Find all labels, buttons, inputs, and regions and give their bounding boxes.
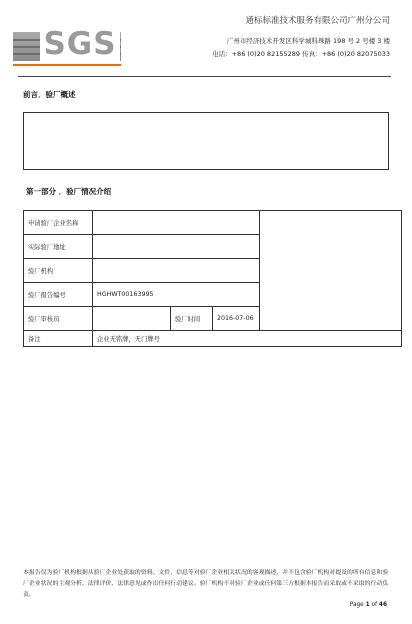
address-label: 实际验厂地址: [24, 235, 93, 259]
auditor-label: 验厂审核员: [24, 307, 93, 331]
address-value: [93, 235, 260, 259]
page-total: 46: [378, 602, 387, 608]
company-address: 广州市经济技术开发区科学城科珠路 198 号 2 号楼 3 楼: [226, 37, 390, 45]
time-value: 2016-07-06: [213, 307, 260, 331]
page-prefix: Page: [349, 602, 366, 608]
remark-label: 备注: [24, 331, 93, 347]
preface-box: [23, 112, 389, 170]
preface-title: 前言．验厂概述: [23, 90, 76, 99]
agency-value: [93, 259, 260, 283]
time-label: 验厂时间: [171, 307, 213, 331]
applicant-value: [93, 211, 260, 235]
report-no-label: 验厂报告编号: [24, 283, 93, 307]
remark-value: 企业无铭牌，无门牌号: [93, 331, 402, 347]
table-row: [24, 211, 402, 235]
report-no-value: HGHWT00163995: [93, 283, 260, 307]
table-row: [24, 331, 402, 347]
logo-accent-line: [13, 64, 121, 66]
sgs-logo-text: SGS: [40, 26, 120, 62]
applicant-label: 申请验厂企业名称: [24, 211, 93, 235]
agency-label: 验厂机构: [24, 259, 93, 283]
page-of: of: [369, 602, 379, 608]
page-current: 1: [365, 602, 370, 608]
company-name: 通标标准技术服务有限公司广州分公司: [245, 16, 390, 26]
photo-cell: [260, 211, 402, 331]
auditor-value: [93, 307, 171, 331]
disclaimer-text: 本报告仅为验厂机构根据从验厂企业处获取的资料、文件、信息等对验厂企业相关状况的客观描述，并不包含验厂机构对提及的所有信息和验厂企业状况的主观分析、法律评价、法律意见或作出任何行动建议。验厂机构不对验厂企业或任何第三方根据本报告而采取或不采取的行动负责。: [23, 570, 389, 598]
company-contact: 电话：+86 (0)20 82155289 传真：+86 (0)20 82075033: [212, 50, 390, 58]
page-number: [350, 602, 387, 608]
part1-title: 第一部分 ．验厂情况介绍: [26, 187, 112, 196]
header-divider: [18, 76, 391, 77]
audit-info-table: [23, 210, 402, 347]
